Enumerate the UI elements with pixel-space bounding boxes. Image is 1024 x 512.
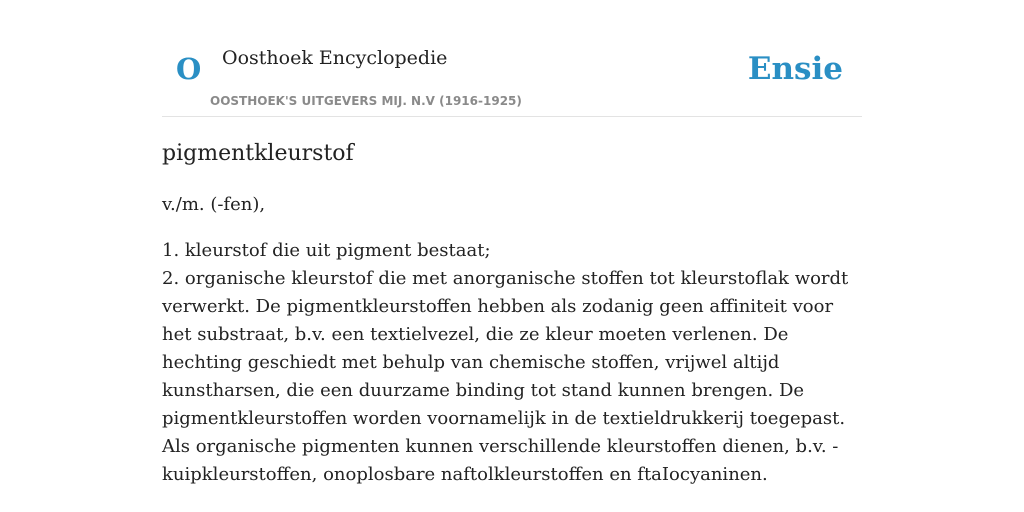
entry (162, 138, 862, 489)
definition-item: 2. organische kleurstof die met anorganische stoffen tot kleurstoflak wordt verwerkt. De pigmentkleurstoffen hebben als zodanig geen affiniteit voor het substraat, b.v. een textielvezel, die ze kleur moeten verlenen. De hechting geschiedt met behulp van chemische stoffen, vrijwel altijd kunstharsen, die een duurzame binding tot stand kunnen brengen. De pigmentkleurstoffen worden voornamelijk in de textieldrukkerij toegepast. Als organische pigmenten kunnen verschillende kleurstoffen dienen, b.v. -kuipkleurstoffen, onoplosbare naftolkleurstoffen en ftaIocyaninen. (162, 268, 849, 485)
source-publisher: OOSTHOEK'S UITGEVERS MIJ. N.V (1916-1925) (210, 94, 522, 108)
entry-headword: pigmentkleurstof (162, 141, 354, 166)
definition-item: 1. kleurstof die uit pigment bestaat; (162, 240, 491, 261)
source-header (162, 0, 862, 117)
entry-grammar: v./m. (-fen), (162, 194, 266, 215)
source-logo-icon: O (176, 52, 202, 86)
brand-logo-link[interactable]: Ensie (747, 51, 843, 87)
entry-definitions (162, 237, 862, 489)
source-title[interactable]: Oosthoek Encyclopedie (222, 47, 448, 69)
